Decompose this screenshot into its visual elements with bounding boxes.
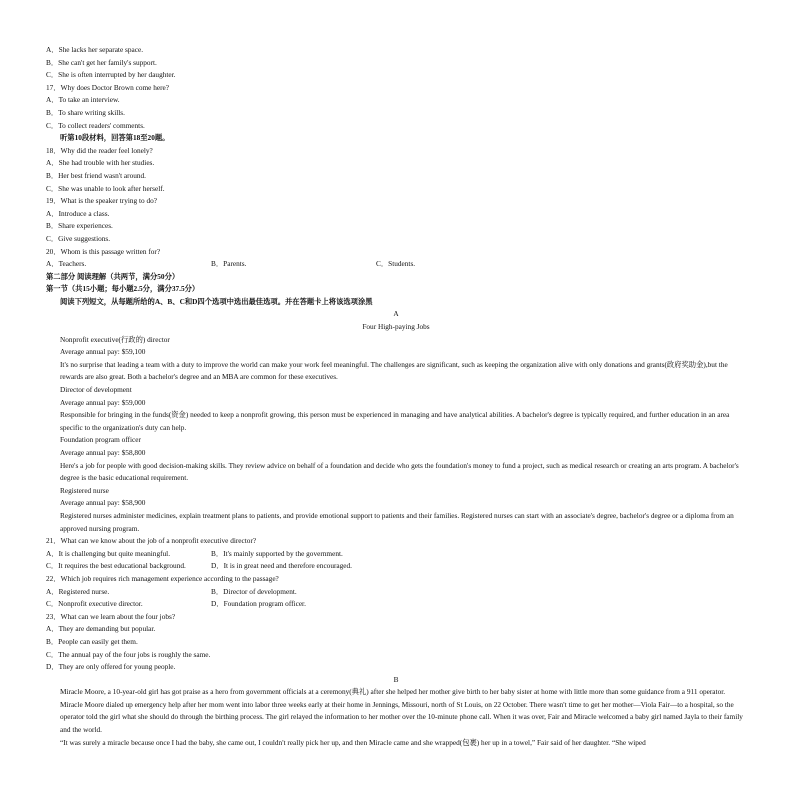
q17-option-b: B．To share writing skills. — [46, 107, 125, 117]
q21-options-row2 — [46, 560, 746, 573]
q16-option-b: B．She can't get her family's support. — [46, 57, 157, 67]
q20-option-b: B．Parents. — [211, 259, 247, 269]
q17-stem: 17．Why does Doctor Brown come here? — [46, 82, 169, 92]
q21-options-row1 — [46, 548, 746, 561]
passage-b-letter: B — [393, 674, 399, 684]
q21-option-c: C．It requires the best educational background. — [46, 561, 186, 571]
q22-options-row1 — [46, 586, 746, 599]
passage10-intro: 听第10段材料，回答第18至20题。 — [60, 133, 170, 143]
q22-option-d: D．Foundation program officer. — [211, 599, 306, 609]
q18-option-a: A．She had trouble with her studies. — [46, 158, 155, 168]
passage-b-paragraph-3: “It was surely a miracle because once I had the baby, she came out, I couldn't really pick her up, and then Miracle came and she wrapped(包裹) her up in a towel,” Fair said of her daughter. “She wiped — [60, 737, 646, 747]
passage-b-paragraph-1: Miracle Moore, a 10-year-old girl has got praise as a hero from government officials at a ceremony(典礼) after she helped her mother give birth to her baby sister at home with little more than some guidance from a 911 operator. — [60, 687, 726, 697]
q21-stem: 21．What can we know about the job of a nonprofit executive director? — [46, 536, 257, 546]
job3-pay: Average annual pay: $58,800 — [60, 448, 146, 457]
q19-option-a: A．Introduce a class. — [46, 208, 110, 218]
q21-option-b: B．It's mainly supported by the government. — [211, 548, 343, 558]
q19-stem: 19．What is the speaker trying to do? — [46, 196, 158, 206]
q22-option-c: C．Nonprofit executive director. — [46, 599, 143, 609]
q20-option-c: C．Students. — [376, 259, 416, 269]
q17-option-a: A．To take an interview. — [46, 95, 120, 105]
q16-option-a: A．She lacks her separate space. — [46, 45, 144, 54]
q19-option-c: C．Give suggestions. — [46, 233, 111, 243]
job4-description: Registered nurses administer medicines, explain treatment plans to patients, and provide emotional support to patients and their families. Registered nurses can start with an associate's degree, bachelor's degree or a diploma from an approved nursing program. — [60, 510, 734, 533]
q23-stem: 23．What can we learn about the four jobs? — [46, 611, 176, 621]
q22-option-a: A．Registered nurse. — [46, 586, 110, 596]
q21-option-d: D．It is in great need and therefore encouraged. — [211, 561, 353, 571]
q22-option-b: B．Director of development. — [211, 586, 297, 596]
q23-option-d: D．They are only offered for young people. — [46, 662, 176, 672]
q16-option-c: C．She is often interrupted by her daughter. — [46, 70, 176, 80]
q23-option-c: C．The annual pay of the four jobs is roughly the same. — [46, 649, 211, 659]
job3-title: Foundation program officer — [60, 435, 141, 445]
job1-description: It's no surprise that leading a team with a duty to improve the world can make your work feel meaningful. The challenges are significant, such as keeping the organization alive with only donations and grants(政府奖助金),but the rewards are also great. Both a bachelor's degree and an MBA are common for these executives. — [60, 359, 728, 382]
job4-title: Registered nurse — [60, 485, 109, 495]
q23-option-b: B．People can easily get them. — [46, 636, 138, 646]
job2-pay: Average annual pay: $59,000 — [60, 397, 146, 407]
q18-stem: 18．Why did the reader feel lonely? — [46, 145, 153, 155]
job2-title: Director of development — [60, 385, 132, 395]
job4-pay: Average annual pay: $58,900 — [60, 498, 146, 508]
job2-description: Responsible for bringing in the funds(资金) needed to keep a nonprofit growing, this person must be experienced in managing and have analytical abilities. A bachelor's degree is typically required, and further education in an area specific to the organization's duty can help. — [60, 410, 730, 432]
q20-options — [46, 258, 746, 271]
reading-instruction: 阅读下列短文，从每题所给的A、B、C和D四个选项中选出最佳选项。并在答题卡上将该选项涂黑 — [60, 296, 373, 306]
q20-stem: 20．Whom is this passage written for? — [46, 246, 161, 256]
q17-option-c: C．To collect readers' comments. — [46, 120, 145, 130]
passage-a-letter: A — [393, 309, 399, 319]
exam-page — [46, 44, 746, 749]
section1-heading: 第一节（共15小题；每小题2.5分，满分37.5分） — [46, 284, 200, 294]
q18-option-b: B．Her best friend wasn't around. — [46, 170, 147, 180]
q21-option-a: A．It is challenging but quite meaningful. — [46, 548, 171, 558]
job3-description: Here's a job for people with good decision-making skills. They review advice on behalf of a foundation and decide who gets the foundation's money to fund a project, such as medical research or creating an arts program. A bachelor's degree is the basic educational requirement. — [60, 460, 739, 483]
q20-option-a: A．Teachers. — [46, 259, 87, 269]
q22-stem: 22．Which job requires rich management experience according to the passage? — [46, 573, 279, 583]
job1-title: Nonprofit executive(行政的) director — [60, 334, 170, 344]
part2-heading: 第二部分 阅读理解（共两节，满分50分） — [46, 271, 180, 281]
passage-b-paragraph-2: Miracle Moore dialed up emergency help after her mom went into labor three weeks early at their home in Jennings, Missouri, north of St Louis, on 22 October. There wasn't time to get her mother—Viola Fair—to a hospital, so the operator told the girl what she should do through the birthing process. The girl relayed the information to her mother over the 10-minute phone call. When it was over, Fair and Miracle welcomed a baby girl named Jayla to their family and the world. — [60, 699, 743, 735]
passage-a-title: Four High-paying Jobs — [362, 322, 430, 332]
job1-pay: Average annual pay: $59,100 — [60, 347, 146, 357]
q22-options-row2 — [46, 598, 746, 611]
q23-option-a: A．They are demanding but popular. — [46, 624, 156, 634]
q19-option-b: B．Share experiences. — [46, 221, 113, 231]
q18-option-c: C．She was unable to look after herself. — [46, 183, 165, 193]
